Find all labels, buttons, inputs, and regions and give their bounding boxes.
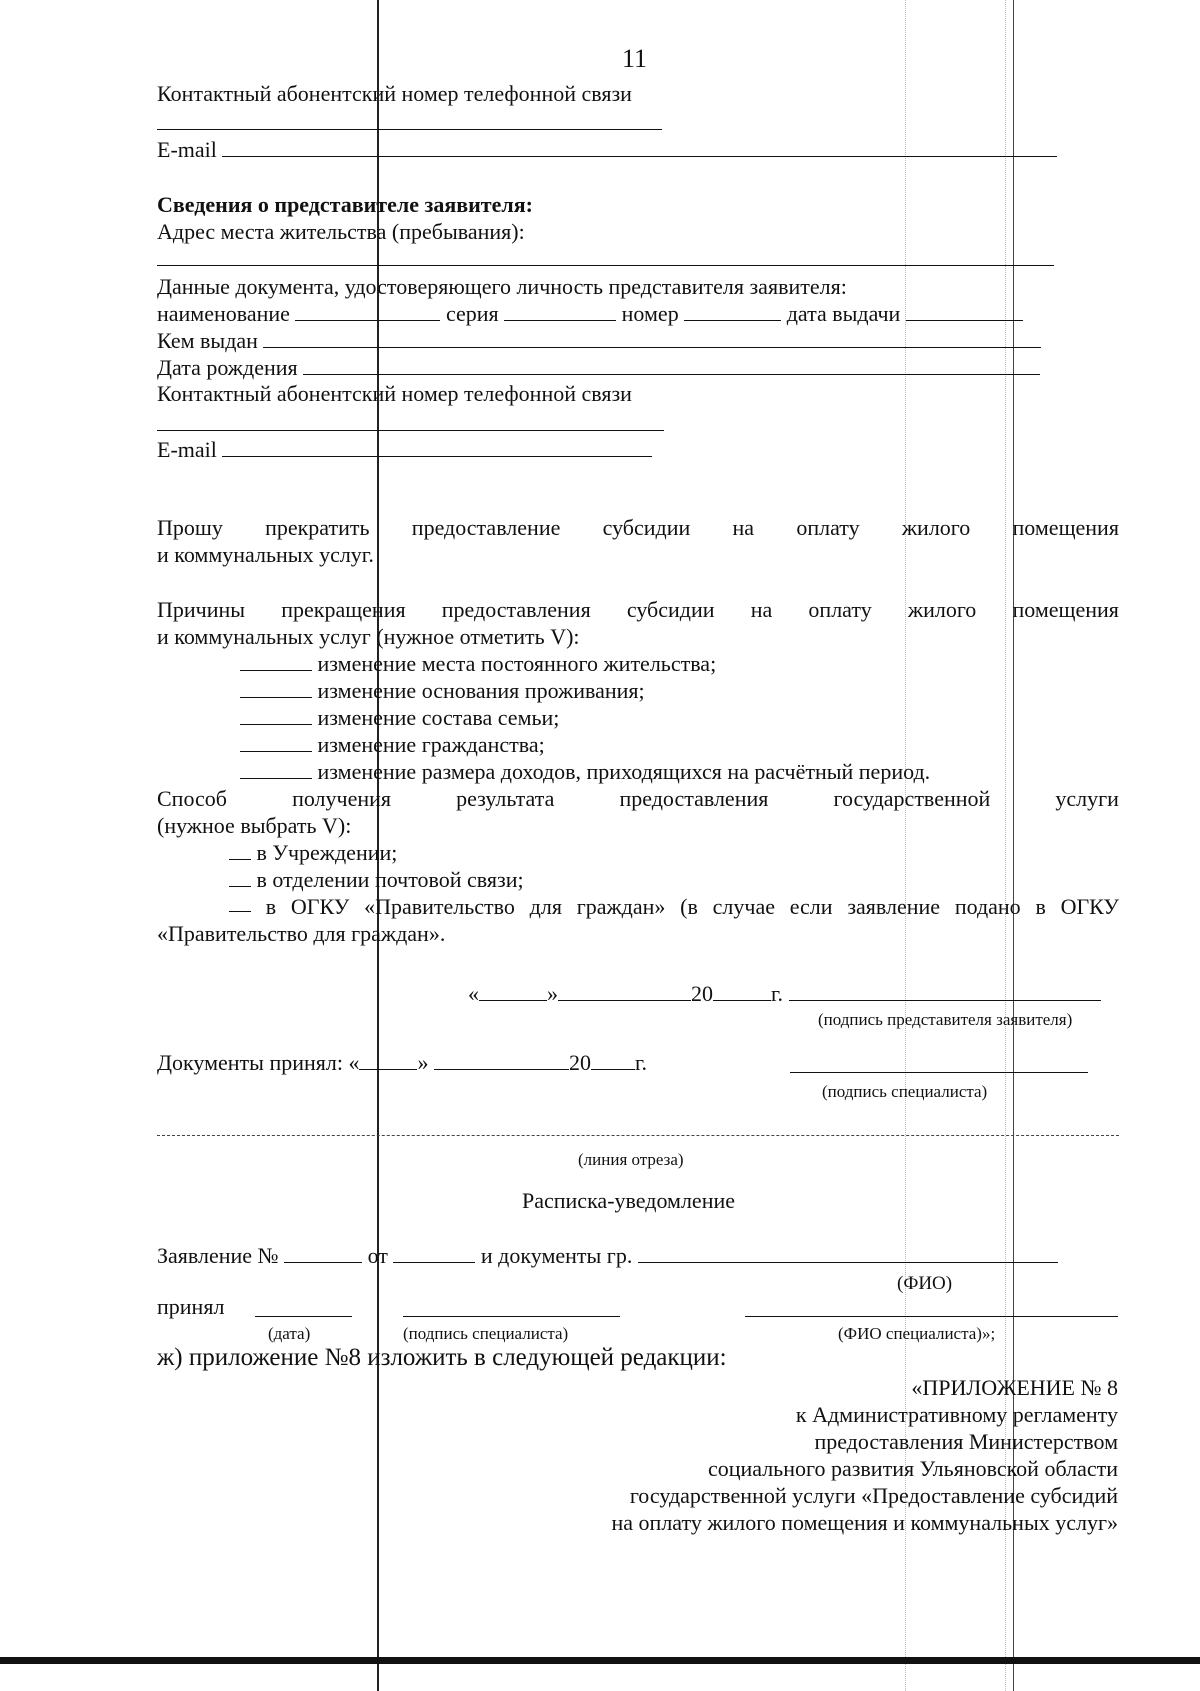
- method-word: предоставления: [619, 786, 769, 811]
- method-word: если: [789, 894, 833, 919]
- method-word: в: [1035, 894, 1046, 919]
- receipt-signature-field[interactable]: [403, 1316, 620, 1317]
- rep-year-field[interactable]: [713, 982, 771, 1001]
- method-word: в: [265, 894, 277, 919]
- doc-number-label: номер: [621, 301, 679, 326]
- rep-month-field[interactable]: [558, 982, 691, 1001]
- reason-checkbox[interactable]: [240, 652, 312, 671]
- request-word: субсидии: [602, 515, 691, 540]
- doc-name-label: наименование: [157, 301, 290, 326]
- request-word: Прошу: [157, 515, 223, 540]
- method-option-text: в отделении почтовой связи;: [256, 867, 524, 892]
- reasons-word: жилого: [907, 597, 977, 622]
- method-word: ОГКУ: [1060, 894, 1119, 919]
- reason-checkbox[interactable]: [240, 733, 312, 752]
- reasons-word: прекращения: [281, 597, 406, 622]
- reasons-word: предоставления: [441, 597, 591, 622]
- receipt-title: Расписка-уведомление: [522, 1188, 736, 1213]
- accepted-label: Документы принял:: [157, 1050, 343, 1075]
- method-word: ОГКУ: [290, 894, 350, 919]
- year-prefix: 20: [568, 1050, 591, 1075]
- method-option-text: в Учреждении;: [256, 840, 398, 865]
- doc-series-label: серия: [445, 301, 499, 326]
- receipt-specialist-caption: (ФИО специалиста)»;: [838, 1324, 996, 1343]
- reasons-word: на: [750, 597, 773, 622]
- request-line-2: и коммунальных услуг.: [157, 542, 374, 567]
- accepted-row: [157, 1049, 647, 1076]
- representative-address-field[interactable]: [157, 265, 1054, 266]
- method-word: (в: [680, 894, 698, 919]
- open-quote: «: [348, 1050, 360, 1075]
- reason-item: [240, 731, 545, 758]
- reason-text: изменение места постоянного жительства;: [317, 651, 717, 676]
- appendix-line-6: на оплату жилого помещения и коммунальных услуг»: [611, 1510, 1118, 1535]
- reason-checkbox[interactable]: [240, 706, 312, 725]
- appendix-line-4: социального развития Ульяновской области: [707, 1456, 1118, 1481]
- documents-label: и документы гр.: [480, 1243, 633, 1268]
- rep-signature-field[interactable]: [789, 982, 1101, 1001]
- representative-email-row: [157, 436, 652, 463]
- close-quote: »: [417, 1050, 429, 1075]
- method-word: государственной: [833, 786, 991, 811]
- method-option-3-row: [229, 893, 1119, 920]
- representative-address-label: Адрес места жительства (пребывания):: [157, 219, 525, 244]
- method-word: для: [529, 894, 562, 919]
- amendment-line: ж) приложение №8 изложить в следующей редакции:: [157, 1344, 727, 1371]
- reasons-line-1: [157, 596, 1119, 623]
- reason-text: изменение гражданства;: [317, 732, 545, 757]
- request-word: прекратить: [265, 515, 370, 540]
- receipt-specialist-field[interactable]: [745, 1316, 1118, 1317]
- method-word: получения: [292, 786, 392, 811]
- reason-checkbox[interactable]: [240, 760, 312, 779]
- close-quote: »: [547, 981, 558, 1006]
- reasons-word: оплату: [808, 597, 872, 622]
- reason-item: [240, 704, 559, 731]
- request-word: оплату: [796, 515, 860, 540]
- method-checkbox[interactable]: [229, 868, 251, 887]
- representative-doc-row: [157, 300, 1023, 327]
- application-from-label: от: [367, 1243, 388, 1268]
- applicant-email-row: [157, 136, 1057, 163]
- application-number-label: Заявление №: [157, 1243, 279, 1268]
- appendix-line-3: предоставления Министерством: [814, 1429, 1118, 1454]
- page-number: 11: [622, 44, 648, 73]
- reasons-word: Причины: [157, 597, 246, 622]
- rep-date-row: [468, 980, 1101, 1007]
- accepted-signature-caption: (подпись специалиста): [822, 1082, 988, 1101]
- accepted-day-field[interactable]: [359, 1051, 417, 1070]
- application-date-field[interactable]: [393, 1244, 475, 1263]
- representative-doc-intro: Данные документа, удостоверяющего личность представителя заявителя:: [157, 274, 847, 299]
- rep-day-field[interactable]: [479, 982, 547, 1001]
- issued-by-field[interactable]: [263, 329, 1041, 348]
- reason-text: изменение состава семьи;: [317, 705, 560, 730]
- representative-birth-date-row: [157, 354, 1040, 381]
- receipt-accepted-label: принял: [157, 1294, 225, 1319]
- doc-name-field[interactable]: [295, 302, 440, 321]
- method-word: Способ: [157, 786, 227, 811]
- request-word: помещения: [1012, 515, 1119, 540]
- doc-issue-date-field[interactable]: [906, 302, 1023, 321]
- method-checkbox[interactable]: [229, 841, 251, 860]
- method-word: «Правительство: [364, 894, 515, 919]
- appendix-line-2: к Административному регламенту: [795, 1402, 1118, 1427]
- method-checkbox[interactable]: [229, 893, 251, 912]
- method-word: результата: [456, 786, 555, 811]
- appendix-line-5: государственной услуги «Предоставление субсидий: [629, 1483, 1118, 1508]
- appendix-line-1: «ПРИЛОЖЕНИЕ № 8: [911, 1375, 1118, 1400]
- scan-bottom-edge: [0, 1657, 1200, 1664]
- representative-heading: Сведения о представителе заявителя:: [157, 192, 533, 217]
- applicant-email-field[interactable]: [222, 138, 1057, 157]
- birth-date-field[interactable]: [303, 356, 1040, 375]
- fio-caption: (ФИО): [897, 1273, 953, 1294]
- doc-series-field[interactable]: [504, 302, 616, 321]
- accepted-signature-field[interactable]: [790, 1072, 1088, 1073]
- method-option: [229, 866, 524, 893]
- representative-email-field[interactable]: [222, 438, 652, 457]
- reason-item: [240, 650, 716, 677]
- method-word: граждан»: [576, 894, 666, 919]
- method-option-3-line-2: «Правительство для граждан».: [157, 921, 446, 946]
- reasons-line-2: и коммунальных услуг (нужное отметить V):: [157, 624, 580, 649]
- method-word: подано: [954, 894, 1021, 919]
- year-prefix: 20: [691, 981, 713, 1006]
- applicant-phone-label: Контактный абонентский номер телефонной связи: [157, 81, 632, 106]
- reason-text: изменение размера доходов, приходящихся на расчётный период.: [317, 759, 931, 784]
- method-line-2: (нужное выбрать V):: [157, 813, 352, 838]
- reason-item: [240, 758, 930, 785]
- applicant-email-label: E-mail: [157, 137, 217, 162]
- accepted-year-field[interactable]: [591, 1051, 635, 1070]
- birth-date-label: Дата рождения: [157, 355, 298, 380]
- year-suffix: г.: [634, 1050, 648, 1075]
- method-word: услуги: [1055, 786, 1119, 811]
- representative-phone-field[interactable]: [157, 430, 664, 431]
- receipt-date-field[interactable]: [255, 1316, 352, 1317]
- open-quote: «: [468, 981, 479, 1006]
- representative-email-label: E-mail: [157, 437, 217, 462]
- reason-text: изменение основания проживания;: [317, 678, 645, 703]
- cut-line-caption: (линия отреза): [578, 1150, 684, 1169]
- request-line-1: [157, 514, 1119, 541]
- request-word: предоставление: [411, 515, 561, 540]
- application-number-field[interactable]: [284, 1244, 362, 1263]
- reasons-word: субсидии: [626, 597, 715, 622]
- receipt-application-row: [157, 1242, 1058, 1269]
- citizen-fio-field[interactable]: [638, 1244, 1058, 1263]
- reasons-word: помещения: [1012, 597, 1119, 622]
- method-word: заявление: [847, 894, 941, 919]
- year-suffix: г.: [771, 981, 784, 1006]
- applicant-phone-field[interactable]: [157, 129, 662, 130]
- rep-signature-caption: (подпись представителя заявителя): [818, 1010, 1073, 1029]
- receipt-signature-caption: (подпись специалиста): [403, 1324, 569, 1343]
- representative-issued-by-row: [157, 327, 1041, 354]
- accepted-month-field[interactable]: [434, 1051, 569, 1070]
- method-word: случае: [712, 894, 775, 919]
- representative-phone-label: Контактный абонентский номер телефонной связи: [157, 381, 632, 406]
- doc-number-field[interactable]: [684, 302, 781, 321]
- cut-line: [157, 1135, 1119, 1136]
- request-word: на: [732, 515, 755, 540]
- method-line-1: [157, 785, 1119, 812]
- reason-checkbox[interactable]: [240, 679, 312, 698]
- method-option: [229, 839, 397, 866]
- reason-item: [240, 677, 645, 704]
- issued-by-label: Кем выдан: [157, 328, 258, 353]
- receipt-date-caption: (дата): [268, 1324, 311, 1343]
- request-word: жилого: [901, 515, 971, 540]
- doc-issue-date-label: дата выдачи: [786, 301, 901, 326]
